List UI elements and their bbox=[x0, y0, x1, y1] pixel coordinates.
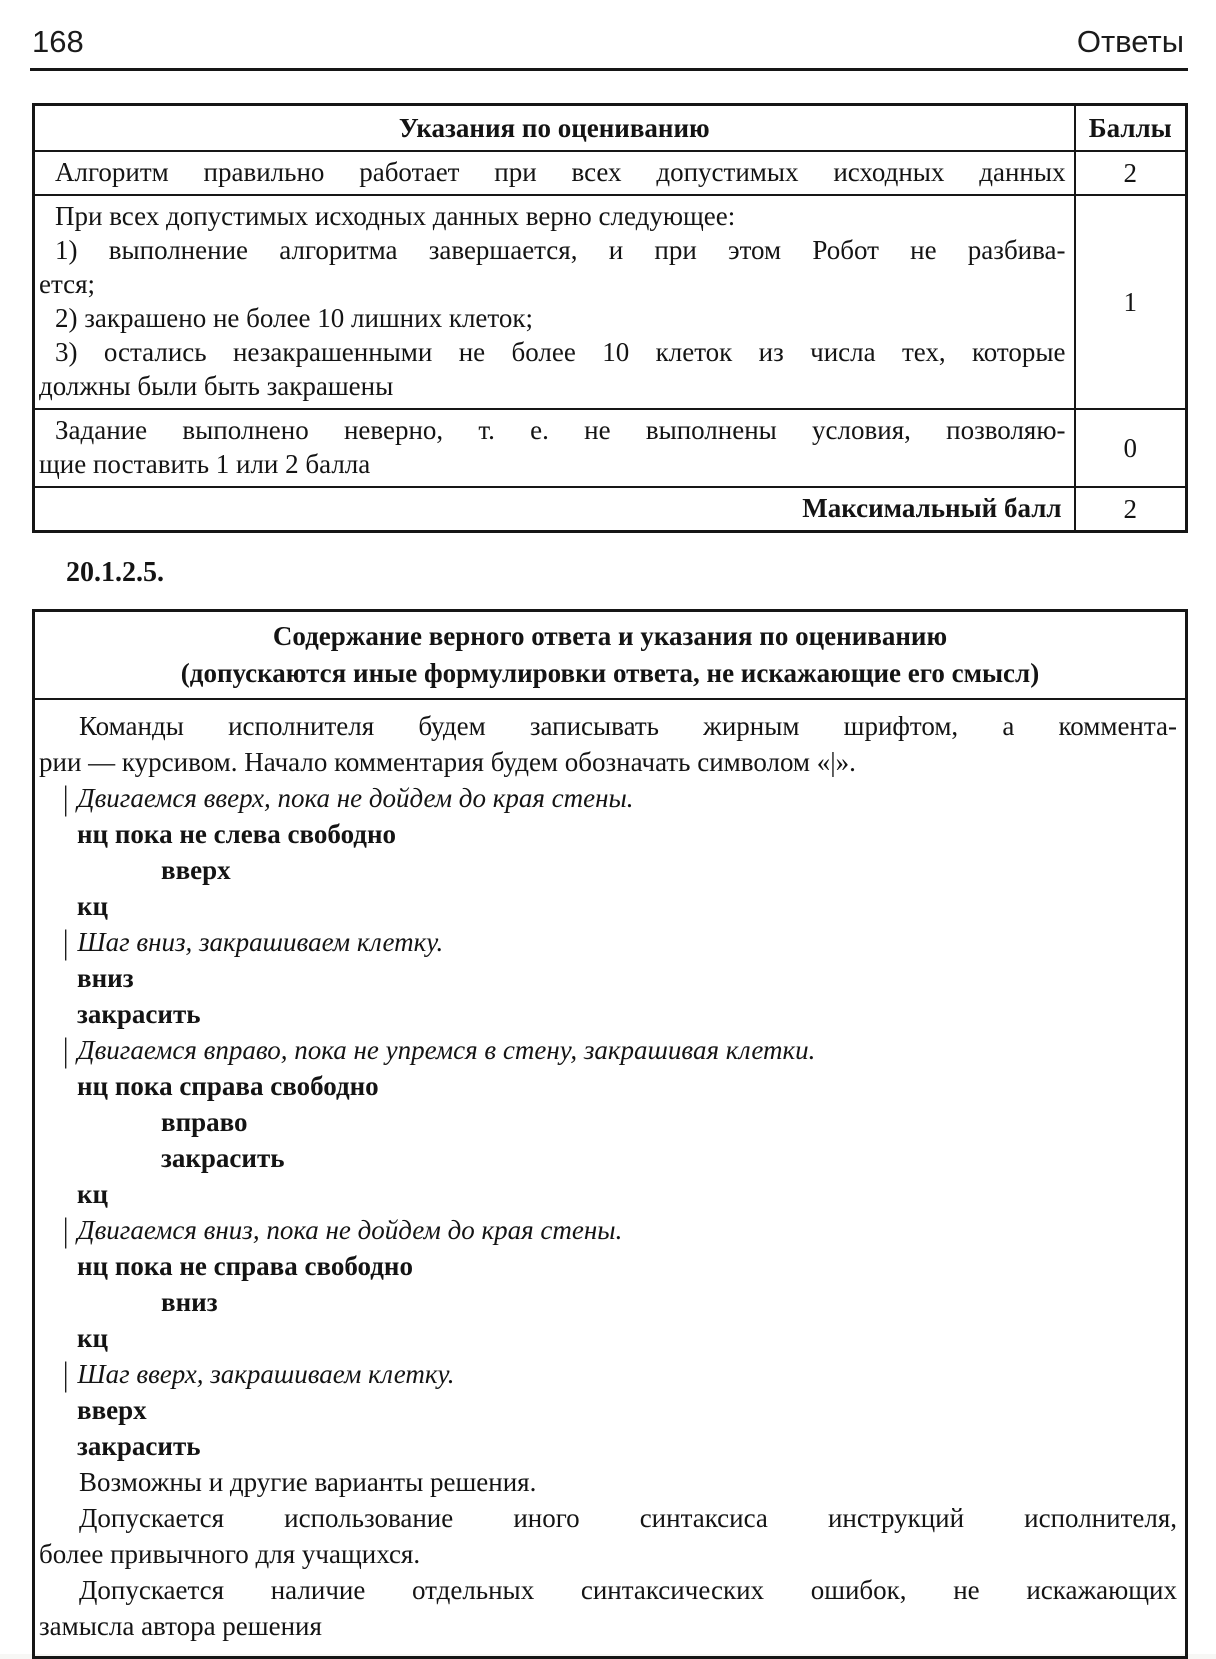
answer-table-header-cell bbox=[34, 611, 1187, 700]
comment-marker-icon: | bbox=[63, 1355, 69, 1393]
criterion-line: ется; bbox=[39, 269, 96, 299]
scoring-table bbox=[32, 103, 1188, 533]
comment-marker-icon: | bbox=[63, 1211, 69, 1249]
max-score-row bbox=[34, 487, 1187, 532]
comment-text: Двигаемся вверх, пока не дойдем до края стены. bbox=[77, 783, 634, 813]
page-header bbox=[30, 22, 1188, 68]
comment-text: Шаг вверх, закрашиваем клетку. bbox=[77, 1359, 455, 1389]
code-line: закрасить bbox=[77, 999, 201, 1029]
points-header-cell: Баллы bbox=[1075, 105, 1187, 152]
criterion-cell bbox=[34, 151, 1075, 195]
code-line: вправо bbox=[161, 1107, 248, 1137]
criteria-header-cell: Указания по оцениванию bbox=[34, 105, 1075, 152]
answer-table-header-row bbox=[34, 611, 1187, 700]
paragraph-line: Допускается использование иного синтаксиса инструкций исполнителя, bbox=[79, 1503, 1177, 1533]
paragraph-line: рии — курсивом. Начало комментария будем обозначать символом «|». bbox=[39, 747, 856, 777]
scoring-table-header-row bbox=[34, 105, 1187, 152]
criterion-line: 3) остались незакрашенными не более 10 клеток из числа тех, которые bbox=[55, 337, 1066, 367]
criterion-line: При всех допустимых исходных данных верно следующее: bbox=[55, 201, 736, 231]
header-rule bbox=[30, 68, 1188, 71]
code-line: нц пока справа свободно bbox=[77, 1071, 379, 1101]
comment-line bbox=[63, 1356, 1177, 1392]
comment-line bbox=[63, 1032, 1177, 1068]
table-row bbox=[34, 195, 1187, 409]
comment-line bbox=[63, 1212, 1177, 1248]
points-cell: 1 bbox=[1075, 195, 1187, 409]
criterion-cell bbox=[34, 409, 1075, 487]
code-line: кц bbox=[77, 891, 109, 921]
code-line: кц bbox=[77, 1323, 109, 1353]
points-cell: 0 bbox=[1075, 409, 1187, 487]
code-line: кц bbox=[77, 1179, 109, 1209]
answer-body bbox=[34, 699, 1187, 1658]
table-row bbox=[34, 409, 1187, 487]
code-line: закрасить bbox=[77, 1431, 201, 1461]
max-score-label: Максимальный балл bbox=[34, 487, 1075, 532]
answer-table-subtitle: (допускаются иные формулировки ответа, не искажающие его смысл) bbox=[180, 658, 1040, 688]
code-line: нц пока не справа свободно bbox=[77, 1251, 413, 1281]
criterion-line: Задание выполнено неверно, т. е. не выполнены условия, позволяю- bbox=[55, 415, 1066, 445]
paragraph-line: замысла автора решения bbox=[39, 1611, 322, 1641]
code-line: нц пока не слева свободно bbox=[77, 819, 397, 849]
paragraph-line: более привычного для учащихся. bbox=[39, 1539, 421, 1569]
code-line: вверх bbox=[161, 855, 231, 885]
max-score-points-cell: 2 bbox=[1075, 487, 1187, 532]
page-header-title: Ответы bbox=[1076, 24, 1184, 59]
section-number: 20.1.2.5. bbox=[66, 557, 164, 588]
paragraph-line: Возможны и другие варианты решения. bbox=[79, 1467, 537, 1497]
comment-text: Двигаемся вниз, пока не дойдем до края стены. bbox=[77, 1215, 623, 1245]
comment-text: Шаг вниз, закрашиваем клетку. bbox=[77, 927, 444, 957]
comment-text: Двигаемся вправо, пока не упремся в стену, закрашивая клетки. bbox=[77, 1035, 816, 1065]
answer-table-body-row bbox=[34, 699, 1187, 1658]
comment-marker-icon: | bbox=[63, 1031, 69, 1069]
paragraph-line: Команды исполнителя будем записывать жирным шрифтом, а коммента- bbox=[79, 711, 1177, 741]
code-line: вверх bbox=[77, 1395, 147, 1425]
table-row bbox=[34, 151, 1187, 195]
comment-marker-icon: | bbox=[63, 779, 69, 817]
criterion-line: 1) выполнение алгоритма завершается, и при этом Робот не разбива- bbox=[55, 235, 1066, 265]
points-cell: 2 bbox=[1075, 151, 1187, 195]
comment-marker-icon: | bbox=[63, 923, 69, 961]
code-line: вниз bbox=[161, 1287, 218, 1317]
answer-table-title: Содержание верного ответа и указания по оцениванию bbox=[272, 621, 948, 651]
code-line: закрасить bbox=[161, 1143, 285, 1173]
answer-table bbox=[32, 609, 1188, 1659]
page-number: 168 bbox=[32, 24, 84, 59]
criterion-cell bbox=[34, 195, 1075, 409]
paragraph-line: Допускается наличие отдельных синтаксических ошибок, не искажающих bbox=[79, 1575, 1177, 1605]
criterion-line: щие поставить 1 или 2 балла bbox=[39, 449, 371, 479]
criterion-line: Алгоритм правильно работает при всех допустимых исходных данных bbox=[55, 157, 1066, 187]
criterion-line: 2) закрашено не более 10 лишних клеток; bbox=[55, 303, 533, 333]
criterion-line: должны были быть закрашены bbox=[39, 371, 394, 401]
code-line: вниз bbox=[77, 963, 134, 993]
comment-line bbox=[63, 924, 1177, 960]
comment-line bbox=[63, 780, 1177, 816]
